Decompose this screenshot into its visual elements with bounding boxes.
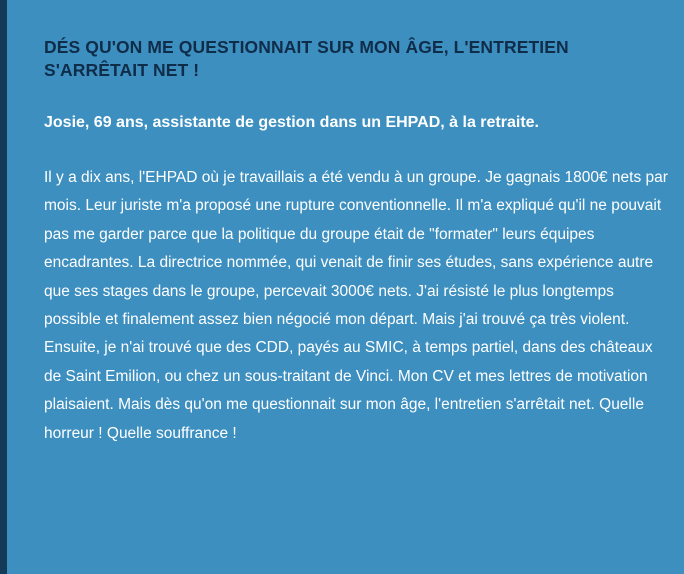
testimony-headline: DÉS QU'ON ME QUESTIONNAIT SUR MON ÂGE, L'ENTRETIEN S'ARRÊTAIT NET ! xyxy=(44,37,569,80)
testimony-byline: Josie, 69 ans, assistante de gestion dans un EHPAD, à la retraite. xyxy=(44,114,539,131)
testimony-content xyxy=(44,36,672,448)
testimony-body: Il y a dix ans, l'EHPAD où je travaillais a été vendu à un groupe. Je gagnais 1800€ nets par mois. Leur juriste m'a proposé une rupture conventionnelle. Il m'a expliqué qu'il ne pouvait pas me garder parce que la politique du groupe était de "formater" leurs équipes encadrantes. La directrice nommée, qui venait de finir ses études, sans expérience autre que ses stages dans le groupe, percevait 3000€ nets. J'ai résisté le plus longtemps possible et finalement assez bien négocié mon départ. Mais j'ai trouvé ça très violent. Ensuite, je n'ai trouvé que des CDD, payés au SMIC, à temps partiel, dans des châteaux de Saint Emilion, ou chez un sous-traitant de Vinci. Mon CV et mes lettres de motivation plaisaient. Mais dès qu'on me questionnait sur mon âge, l'entretien s'arrêtait net. Quelle horreur ! Quelle souffrance ! xyxy=(44,169,668,442)
left-accent-bar xyxy=(0,0,7,574)
